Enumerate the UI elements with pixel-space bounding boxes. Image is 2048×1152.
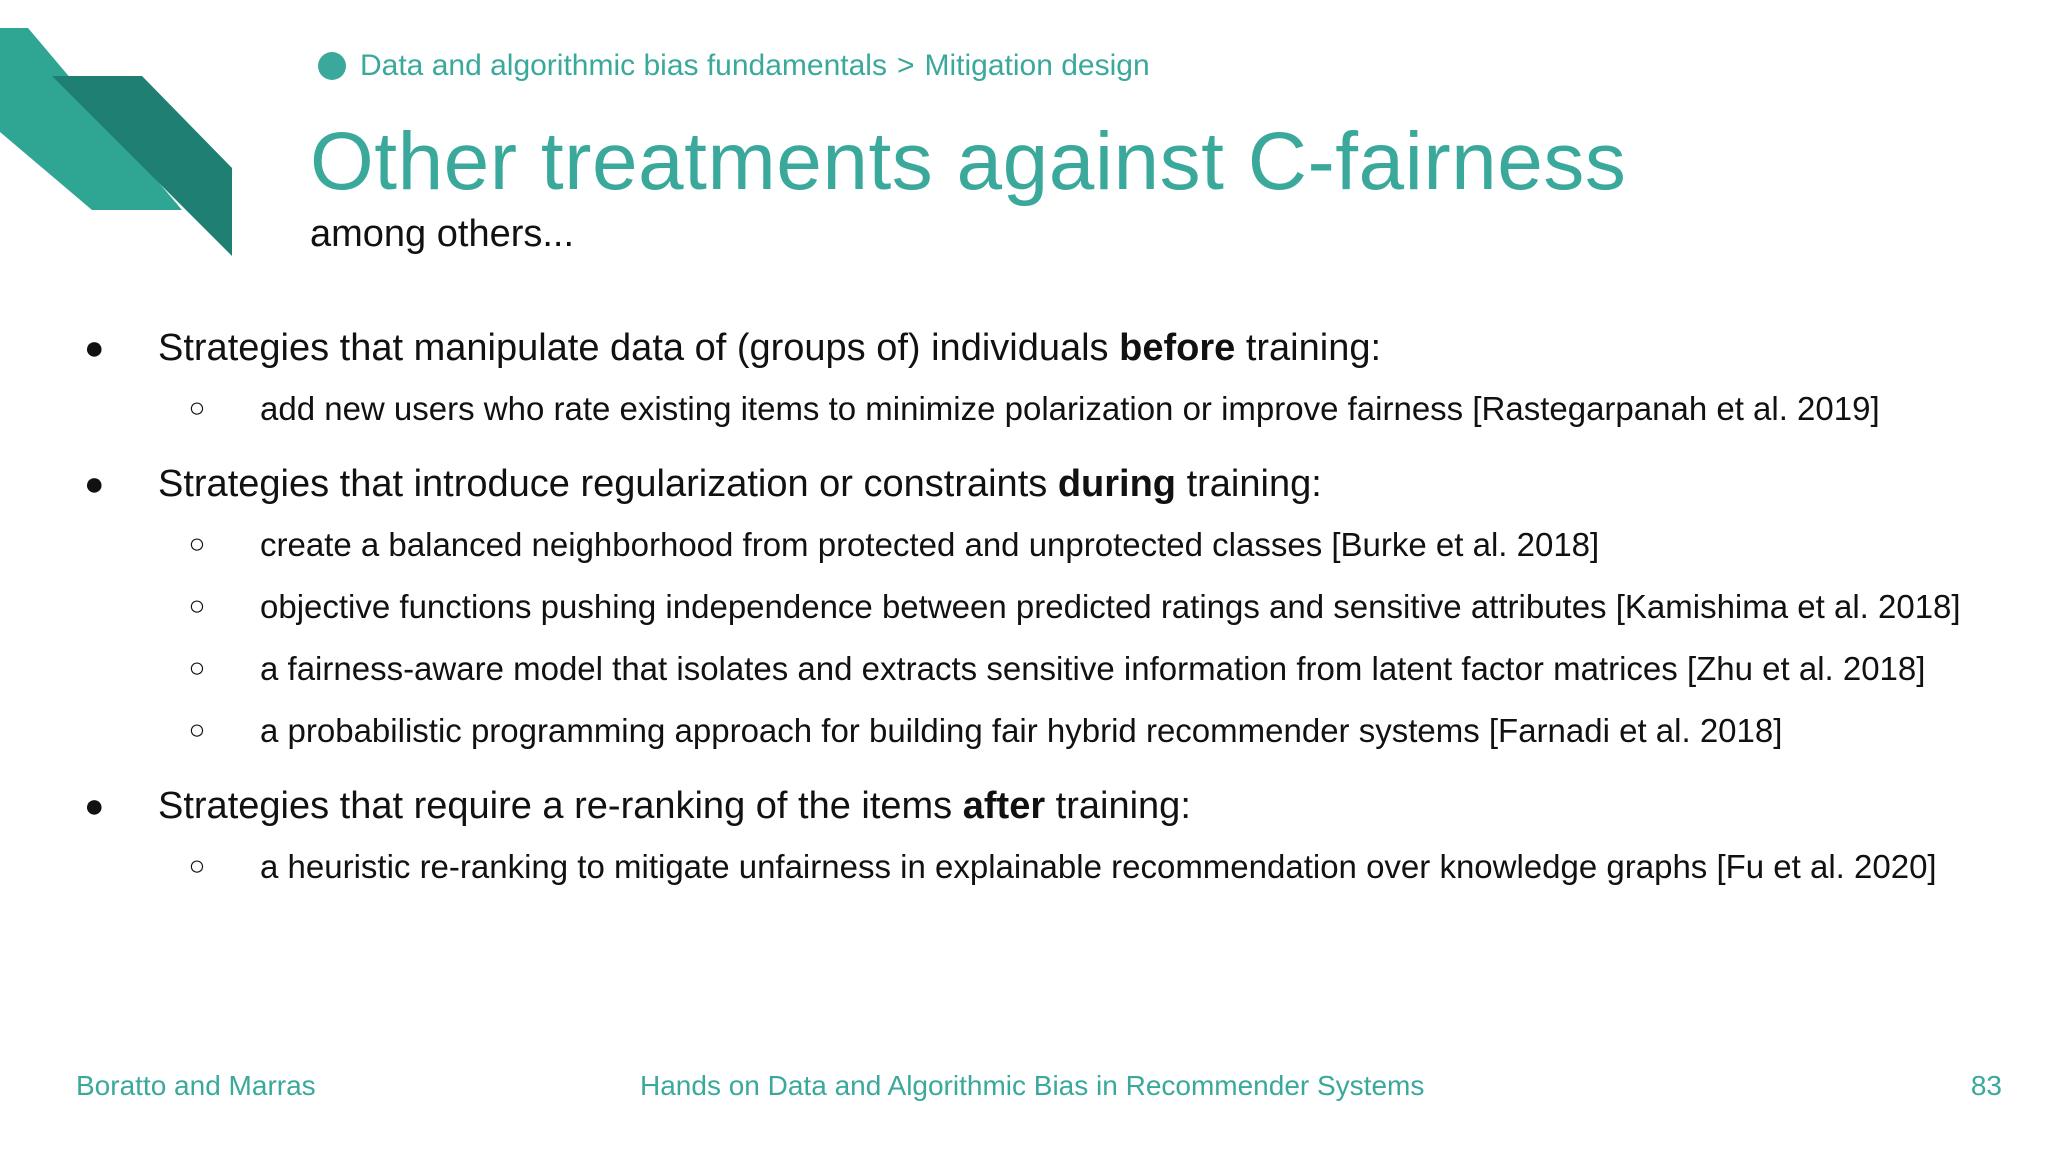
footer-authors: Boratto and Marras — [76, 1070, 316, 1101]
sub-bullet-marker: ○ — [188, 590, 206, 621]
sub-bullet-marker: ○ — [188, 714, 206, 745]
bullet-marker: ● — [84, 786, 105, 825]
sub-bullet-text: a fairness-aware model that isolates and extracts sensitive information from latent factor matrices [Zhu et al. 2018] — [260, 650, 1926, 687]
sub-bullet-text: a heuristic re-ranking to mitigate unfairness in explainable recommendation over knowledge graphs [Fu et al. 2020] — [260, 848, 1937, 885]
breadcrumb-subsection: Mitigation design — [924, 49, 1150, 82]
bullet-marker: ● — [84, 328, 105, 367]
bullet-marker: ● — [84, 464, 105, 503]
logo-graphic — [0, 28, 240, 260]
bullet-text: Strategies that require a re-ranking of the items after training: — [158, 784, 1191, 827]
bullet-text: Strategies that manipulate data of (groups of) individuals before training: — [158, 326, 1382, 369]
sub-bullet-marker: ○ — [188, 850, 206, 881]
slide-title: Other treatments against C-fairness — [310, 116, 1627, 207]
bullet-item — [0, 454, 2048, 514]
sub-bullet-marker: ○ — [188, 652, 206, 683]
sub-bullet-item — [0, 836, 2048, 898]
bullet-item — [0, 318, 2048, 378]
breadcrumb-dot-icon — [318, 52, 346, 80]
sub-bullet-text: create a balanced neighborhood from protected and unprotected classes [Burke et al. 2018] — [260, 526, 1600, 563]
sub-bullet-item — [0, 576, 2048, 638]
sub-bullet-text: add new users who rate existing items to minimize polarization or improve fairness [Rastegarpanah et al. 2019] — [260, 390, 1880, 427]
sub-bullet-text: a probabilistic programming approach for building fair hybrid recommender systems [Farnadi et al. 2018] — [260, 712, 1783, 749]
breadcrumb-section: Data and algorithmic bias fundamentals — [360, 49, 887, 82]
bullet-list — [0, 318, 2048, 898]
sub-bullet-item — [0, 700, 2048, 762]
breadcrumb — [318, 48, 1150, 84]
breadcrumb-separator: > — [896, 49, 915, 82]
sub-bullet-item — [0, 514, 2048, 576]
footer-page-number: 83 — [1970, 1070, 2002, 1101]
sub-bullet-marker: ○ — [188, 528, 206, 559]
sub-bullet-marker: ○ — [188, 392, 206, 423]
sub-bullet-text: objective functions pushing independence between predicted ratings and sensitive attributes [Kamishima et al. 2018] — [260, 588, 1961, 625]
sub-bullet-item — [0, 378, 2048, 440]
bullet-text: Strategies that introduce regularization or constraints during training: — [158, 462, 1322, 505]
footer-course-title: Hands on Data and Algorithmic Bias in Recommender Systems — [640, 1070, 1425, 1101]
sub-bullet-item — [0, 638, 2048, 700]
bullet-item — [0, 776, 2048, 836]
slide-subtitle: among others... — [310, 213, 575, 255]
